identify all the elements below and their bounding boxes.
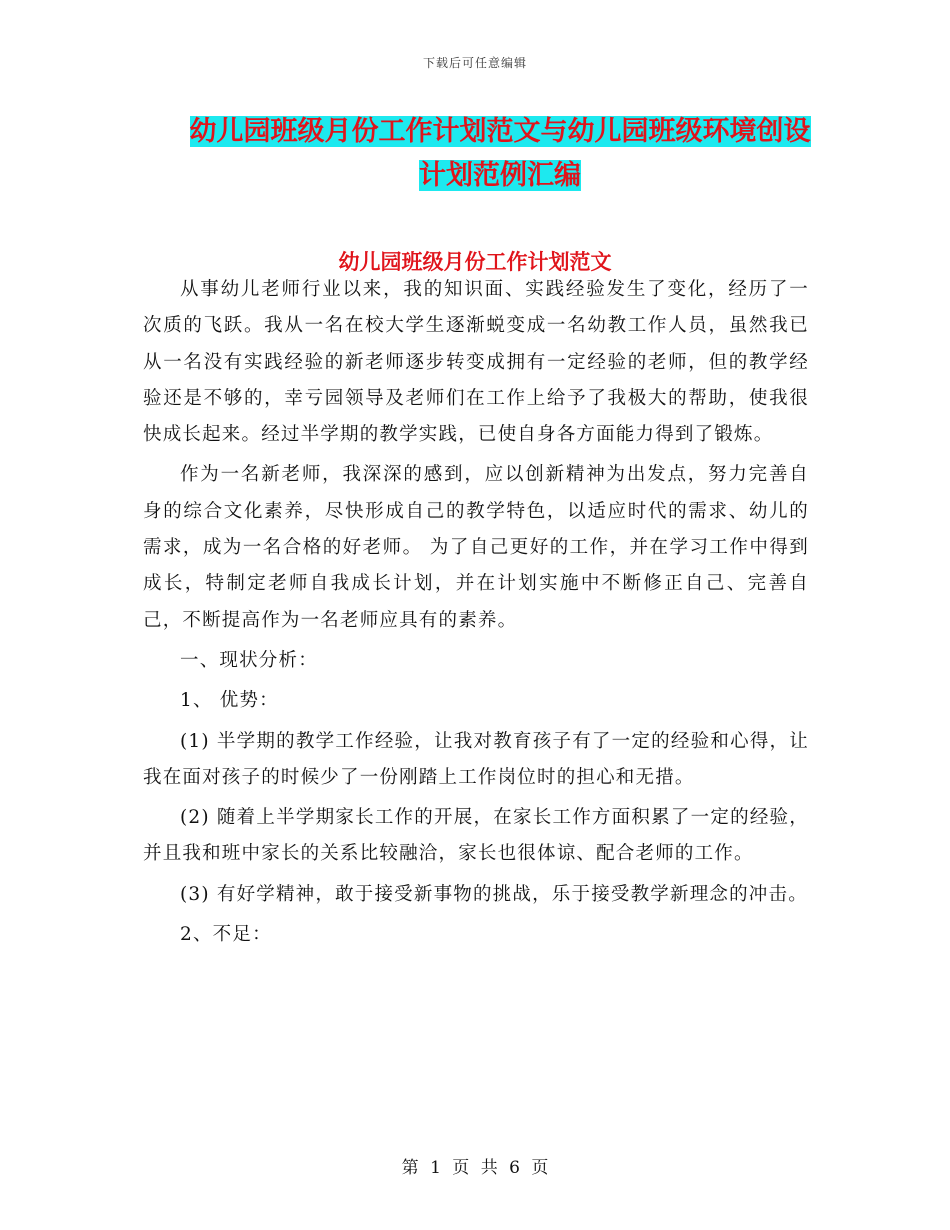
paragraph-goal: 作为一名新老师，我深深的感到，应以创新精神为出发点，努力完善自身的综合文化素养，尽快形成自己的教学特色，以适应时代的需求、幼儿的需求，成为一名合格的好老师。 为了自己更好的工作，并在学习工作中得到成长，特制定老师自我成长计划，并在计划实施中不断修正自己、完善自己，不断提高作为一名老师应具有的素养。	[143, 464, 809, 631]
heading-weaknesses: 2、不足：	[180, 924, 272, 946]
strength-item-2: (2) 随着上半学期家长工作的开展，在家长工作方面积累了一定的经验，并且我和班中家长的关系比较融洽，家长也很体谅、配合老师的工作。	[143, 807, 809, 865]
strength-item-1: (1) 半学期的教学工作经验，让我对教育孩子有了一定的经验和心得，让我在面对孩子的时候少了一份刚踏上工作岗位时的担心和无措。	[143, 730, 809, 788]
header-note: 下载后可任意编辑	[422, 56, 527, 70]
document-title-line-2: 计划范例汇编	[419, 160, 581, 191]
heading-status-analysis: 一、现状分析：	[180, 649, 318, 671]
page-number-footer: 第 1 页 共 6 页	[401, 1158, 549, 1178]
document-title-line-1: 幼儿园班级月份工作计划范文与幼儿园班级环境创设	[189, 116, 811, 147]
heading-strengths: 1、 优势：	[180, 690, 279, 712]
document-title	[150, 110, 850, 198]
body-text	[143, 272, 809, 953]
paragraph-intro: 从事幼儿老师行业以来，我的知识面、实践经验发生了变化，经历了一次质的飞跃。我从一名在校大学生逐渐蜕变成一名幼教工作人员，虽然我已从一名没有实践经验的新老师逐步转变成拥有一定经验的老师，但的教学经验还是不够的，幸亏园领导及老师们在工作上给予了我极大的帮助，使我很快成长起来。经过半学期的教学实践，已使自身各方面能力得到了锻炼。	[143, 279, 809, 446]
strength-item-3: (3) 有好学精神，敢于接受新事物的挑战，乐于接受教学新理念的冲击。	[180, 883, 808, 905]
section-title: 幼儿园班级月份工作计划范文	[338, 250, 612, 274]
